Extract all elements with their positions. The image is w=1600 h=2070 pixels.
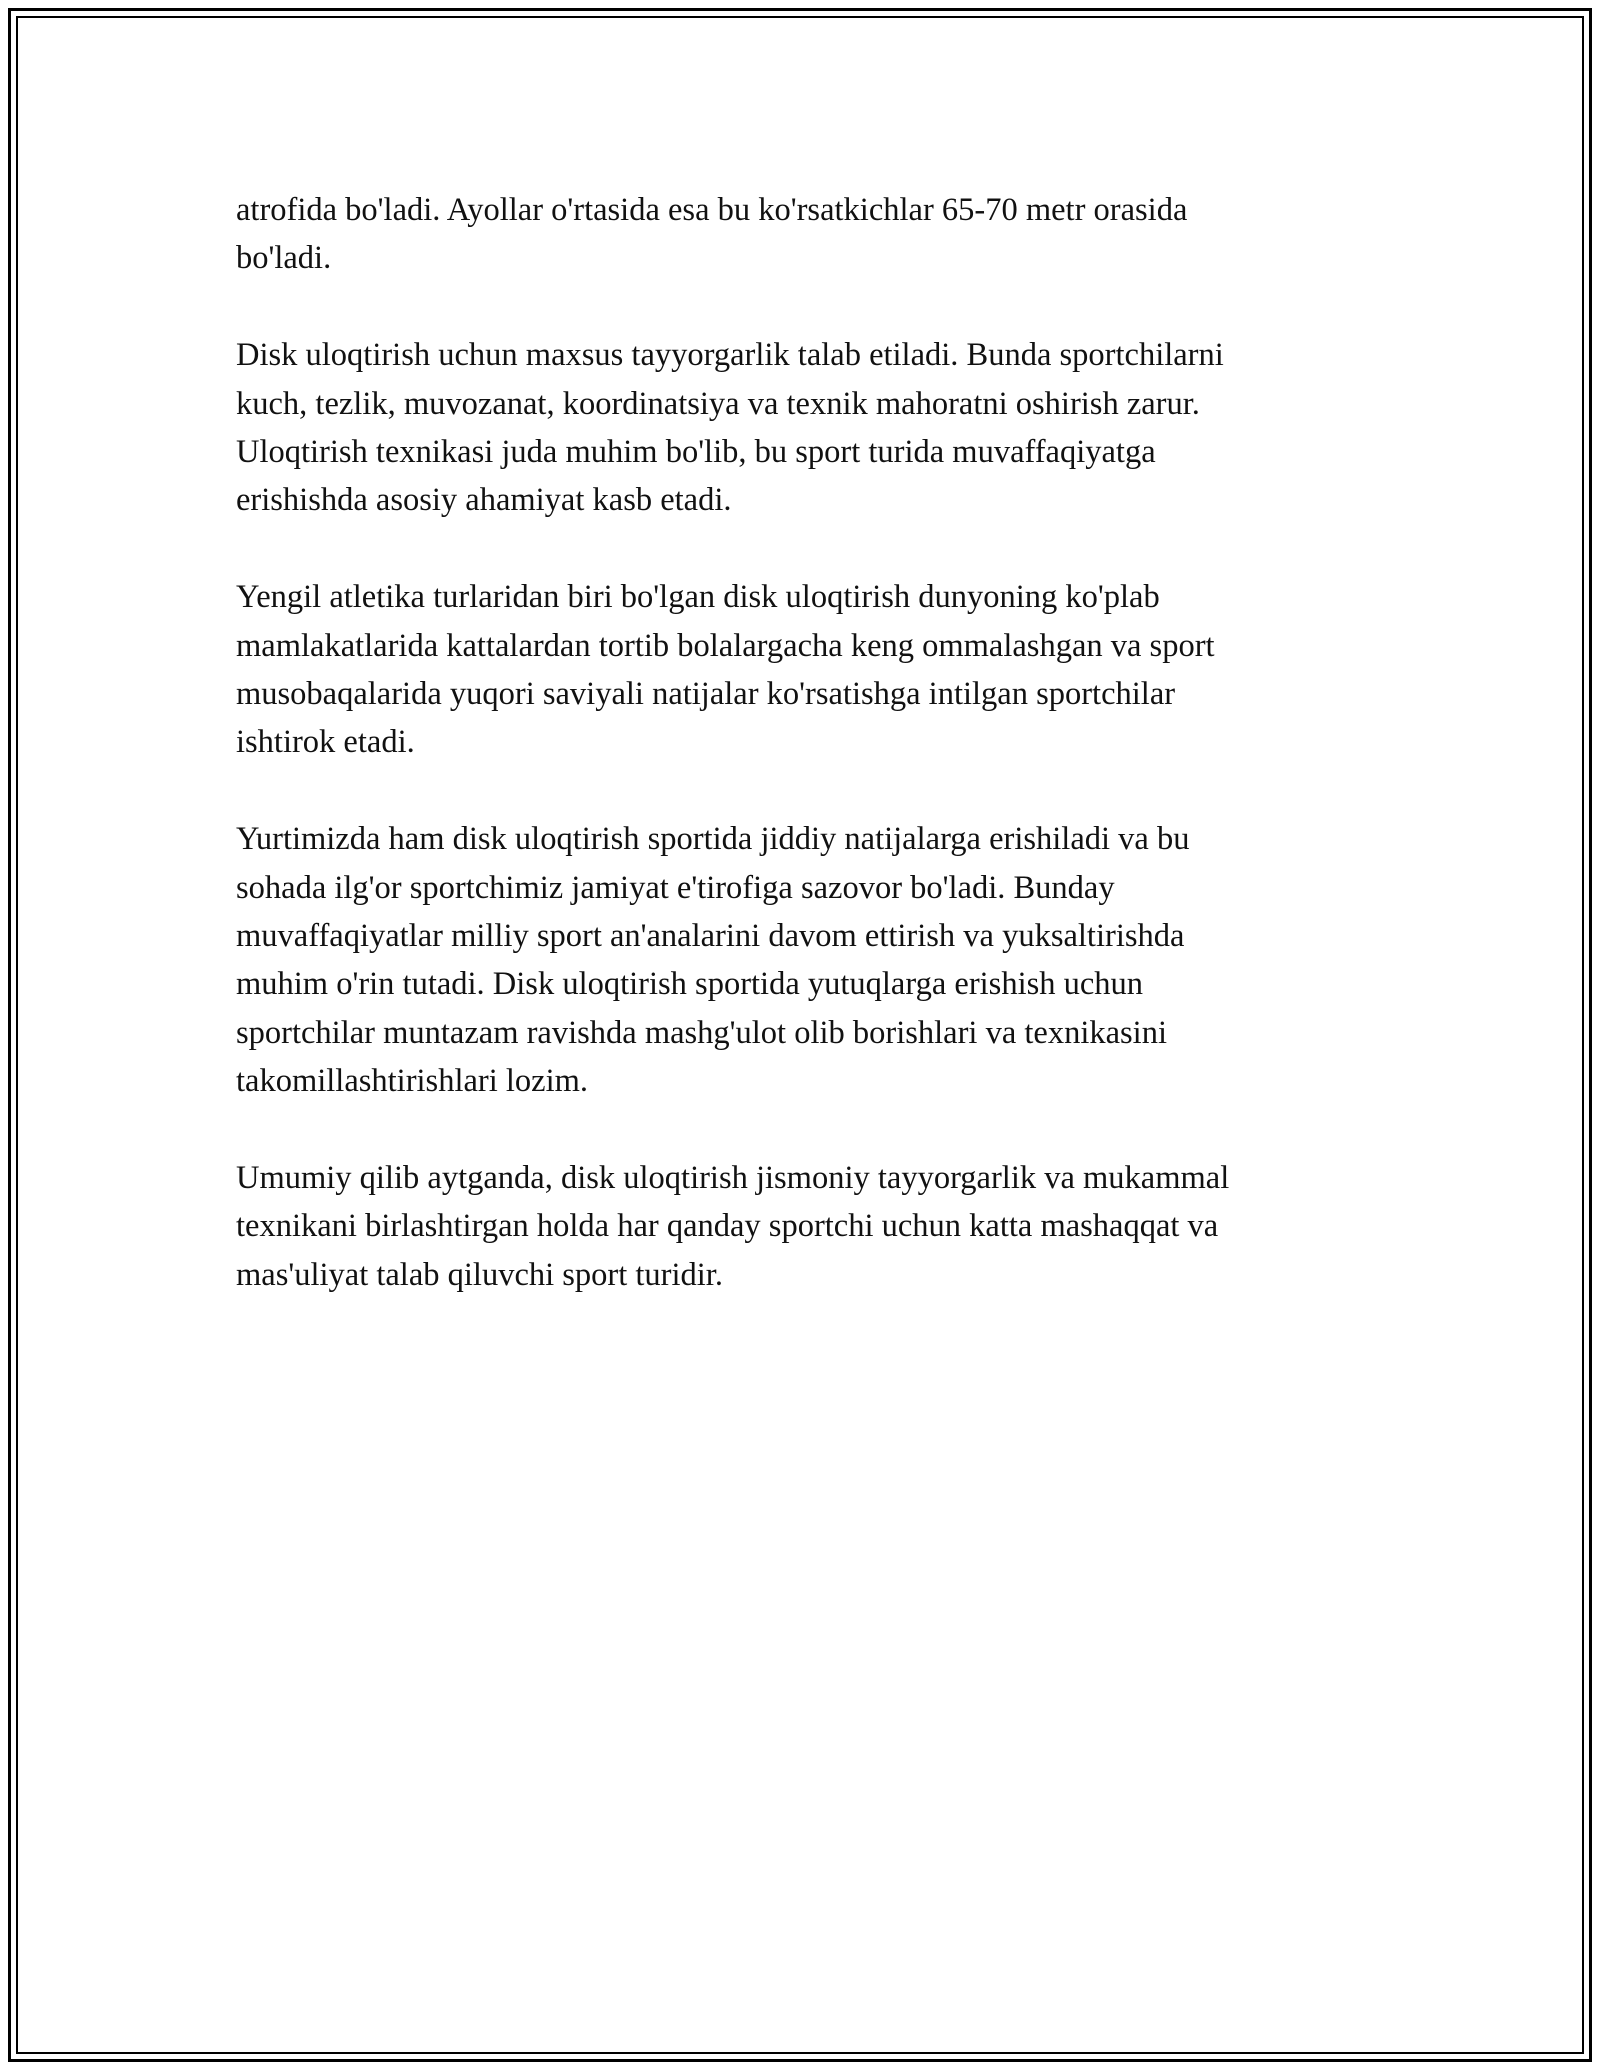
paragraph-4: Yurtimizda ham disk uloqtirish sportida jiddiy natijalarga erishiladi va bu sohada ilg'or sportchimiz jamiyat e'tirofiga sazovor bo'ladi. Bunday muvaffaqiyatlar milliy sport an'analarini davom ettirish va yuksaltirishda muhim o'rin tutadi. Disk uloqtirish sportida yutuqlarga erishish uchun sportchilar muntazam ravishda mashg'ulot olib borishlari va texnikasini takomillashtirishlari lozim. [236, 821, 1190, 1100]
paragraph-1: atrofida bo'ladi. Ayollar o'rtasida esa bu ko'rsatkichlar 65-70 metr orasida bo'ladi. [236, 192, 1188, 277]
document-body [236, 186, 1376, 1299]
paragraph-2: Disk uloqtirish uchun maxsus tayyorgarlik talab etiladi. Bunda sportchilarni kuch, tezlik, muvozanat, koordinatsiya va texnik mahoratni oshirish zarur. Uloqtirish texnikasi juda muhim bo'lib, bu sport turida muvaffaqiyatga erishishda asosiy ahamiyat kasb etadi. [236, 337, 1224, 519]
paragraph-3: Yengil atletika turlaridan biri bo'lgan disk uloqtirish dunyoning ko'plab mamlakatlarida kattalardan tortib bolalargacha keng ommalashgan va sport musobaqalarida yuqori saviyali natijalar ko'rsatishga intilgan sportchilar ishtirok etadi. [236, 579, 1215, 761]
paragraph-5: Umumiy qilib aytganda, disk uloqtirish jismoniy tayyorgarlik va mukammal texnikani birlashtirgan holda har qanday sportchi uchun katta mashaqqat va mas'uliyat talab qiluvchi sport turidir. [236, 1160, 1230, 1293]
